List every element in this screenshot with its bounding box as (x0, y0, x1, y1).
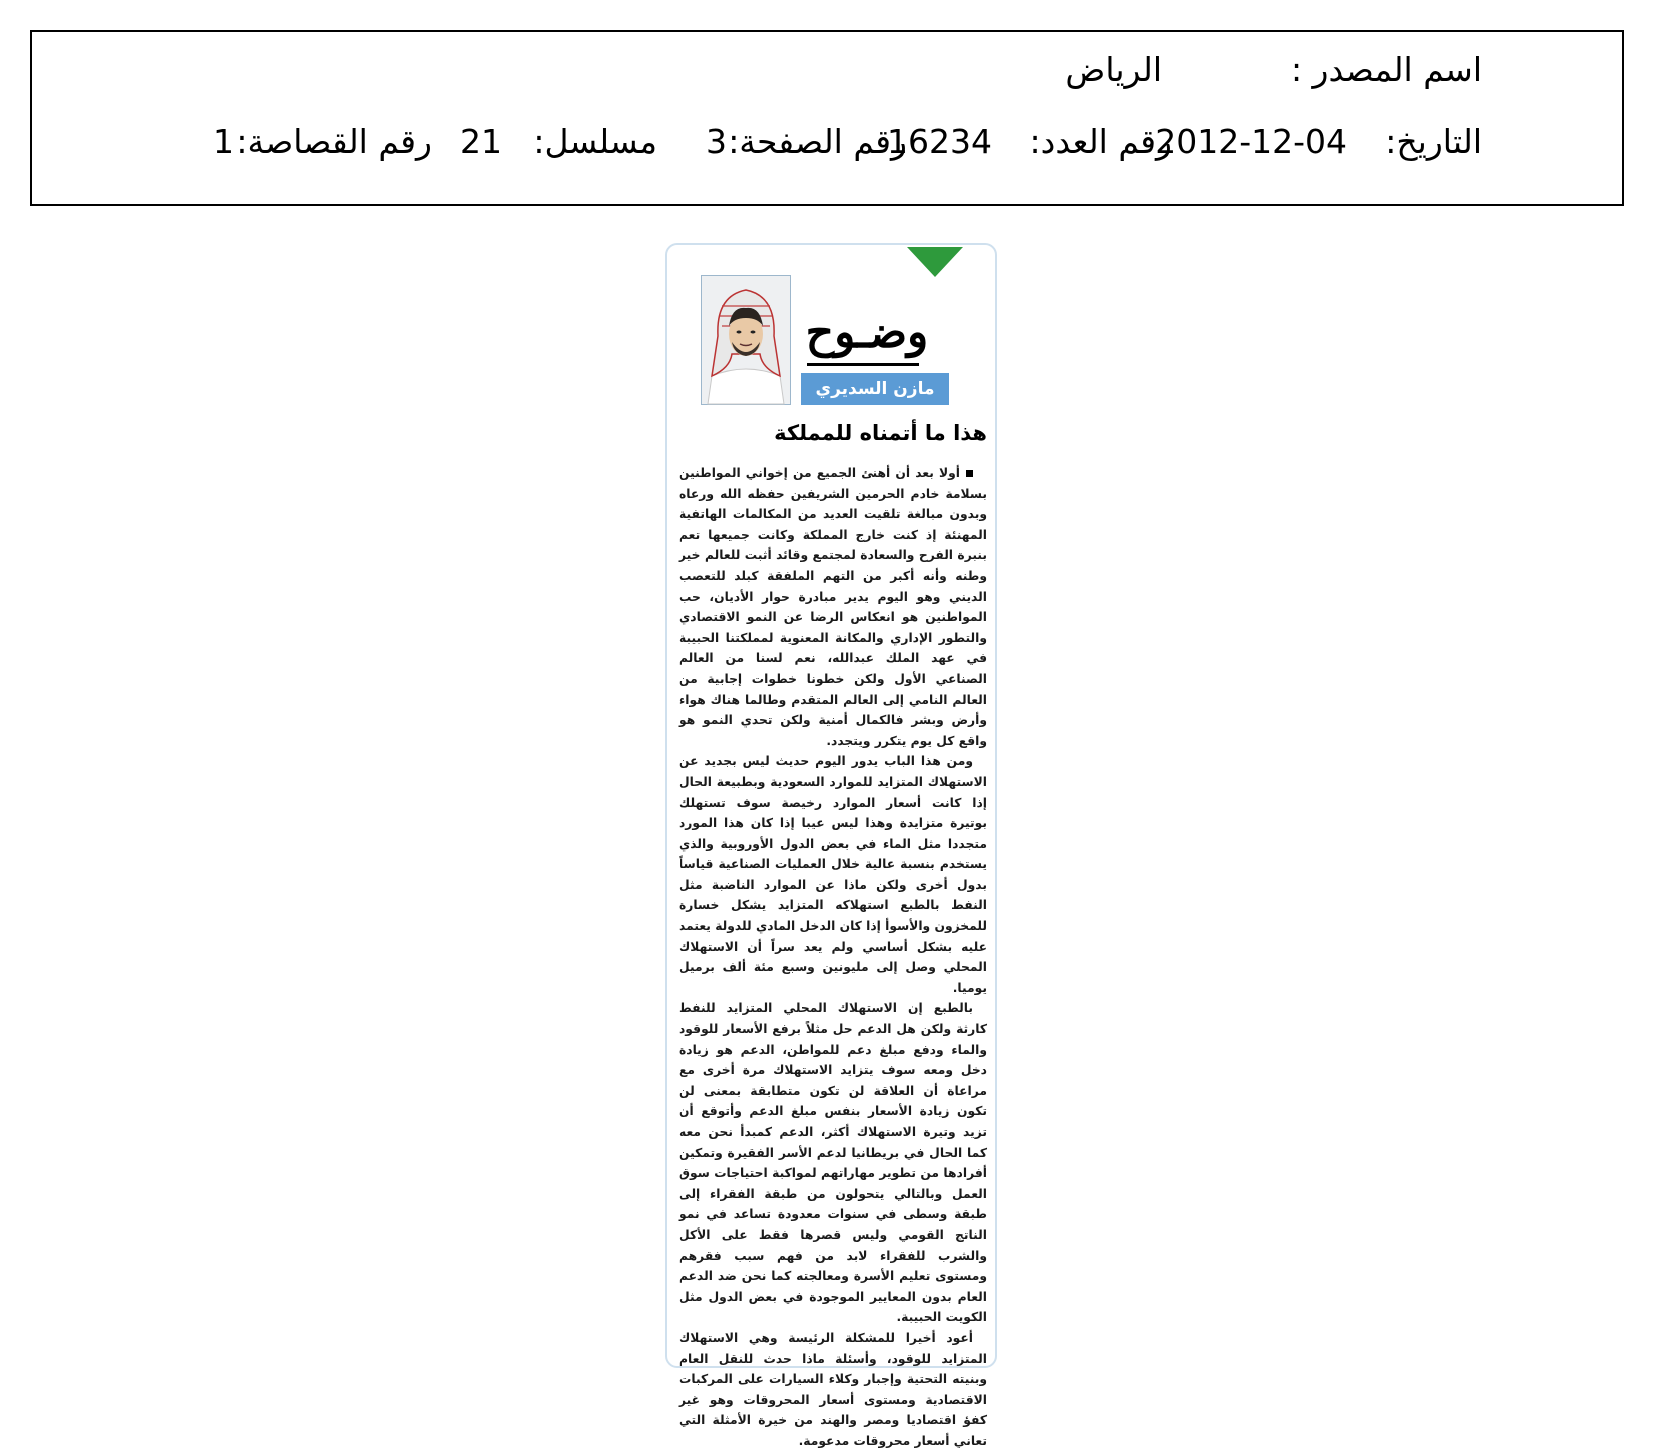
author-portrait-icon (702, 276, 790, 404)
article-body (679, 463, 987, 1452)
clip-value: 1 (213, 122, 234, 161)
serial-value: 21 (460, 122, 502, 161)
issue-value: 16234 (887, 122, 992, 161)
page-value: 3 (706, 122, 727, 161)
article-paragraph: أولا بعد أن أهنئ الجميع من إخواني المواطنين بسلامة خادم الحرمين الشريفين حفظه الله ورعاه وبدون مبالغة تلقيت العديد من المكالمات الهاتفية المهنئة إذ كنت خارج المملكة وكانت جميعها تعم بنبرة الفرح والسعادة لمجتمع وقائد أثبت للعالم خير وطنه وأنه أكبر من التهم الملفقة كبلد للتعصب الديني وهو اليوم يدير مبادرة حوار الأديان، حب المواطنين هو انعكاس الرضا عن النمو الاقتصادي والتطور الإداري والمكانة المعنوية لمملكتنا الحبيبة في عهد الملك عبدالله، نعم لسنا من العالم الصناعي الأول ولكن خطونا خطوات إجابية من العالم النامي إلى العالم المتقدم وطالما هناك هواء وأرض وبشر فالكمال أمنية ولكن تحدي النمو هو واقع كل يوم يتكرر ويتجدد. (679, 466, 987, 748)
date-label: التاريخ: (1385, 122, 1482, 161)
source-value: الرياض (1065, 50, 1162, 89)
article-paragraph: ومن هذا الباب يدور اليوم حديث ليس بجديد عن الاستهلاك المتزايد للموارد السعودية وبطبيعة الحال إذا كانت أسعار الموارد رخيصة سوف تستهلك بوتيرة متزايدة وهذا ليس عيبا إذا كان هذا المورد متجددا مثل الماء في بعض الدول الأوروبية والذي يستخدم بنسبة عالية خلال العمليات الصناعية قياساً بدول أخرى ولكن ماذا عن الموارد الناضبة مثل النفط بالطبع استهلاكه المتزايد يشكل خسارة للمخزون والأسوأ إذا كان الدخل المادي للدولة يعتمد عليه بشكل أساسي ولم يعد سراً أن الاستهلاك المحلي وصل إلى مليونين وسبع مئة ألف برميل يوميا. (679, 754, 987, 995)
source-label: اسم المصدر : (1290, 50, 1482, 89)
page-label: رقم الصفحة: (728, 122, 907, 161)
author-name: مازن السديري (801, 373, 949, 405)
masthead-underline (807, 363, 919, 366)
clip-label: رقم القصاصة: (236, 122, 432, 161)
author-photo (701, 275, 791, 405)
article-title: هذا ما أتمناه للمملكة (774, 421, 987, 445)
source-info-box (30, 30, 1624, 206)
newspaper-clipping (665, 243, 997, 1448)
article-paragraph: أعود أخيرا للمشكلة الرئيسة وهي الاستهلاك المتزايد للوقود، وأسئلة ماذا حدث للنقل العام وبنيته التحتية وإجبار وكلاء السيارات على المركبات الاقتصادية ومستوى أسعار المحروقات وهو غير كفؤ اقتصاديا ومصر والهند من خيرة الأمثلة التي تعاني أسعار محروقات مدعومة. (679, 1330, 987, 1448)
bullet-icon (966, 470, 973, 477)
serial-label: مسلسل: (533, 122, 657, 161)
issue-label: رقم العدد: (1029, 122, 1172, 161)
green-triangle-icon (907, 247, 963, 277)
date-value: 2012-12-04 (1155, 122, 1347, 161)
column-masthead: وضـوح (805, 307, 929, 358)
article-paragraph: بالطبع إن الاستهلاك المحلي المتزايد للنفط كارثة ولكن هل الدعم حل مثلاً برفع الأسعار للوقود والماء ودفع مبلغ دعم للمواطن، الدعم هو زيادة دخل ومعه سوف يتزايد الاستهلاك مرة أخرى مع مراعاة أن العلاقة لن تكون متطابقة بمعنى لن تكون زيادة الأسعار بنفس مبلغ الدعم وأتوقع أن تزيد وتيرة الاستهلاك أكثر، الدعم كمبدأ نحن معه كما الحال في بريطانيا لدعم الأسر الفقيرة وتمكين أفرادها من تطوير مهاراتهم لمواكبة احتياجات سوق العمل وبالتالي يتحولون من طبقة الفقراء إلى طبقة وسطى في سنوات معدودة تساعد في نمو الناتج القومي وليس قصرها فقط على الأكل والشرب للفقراء لابد من فهم سبب فقرهم ومستوى تعليم الأسرة ومعالجته كما نحن ضد الدعم العام بدون المعايير الموجودة في بعض الدول مثل الكويت الحبيبة. (679, 1001, 987, 1325)
